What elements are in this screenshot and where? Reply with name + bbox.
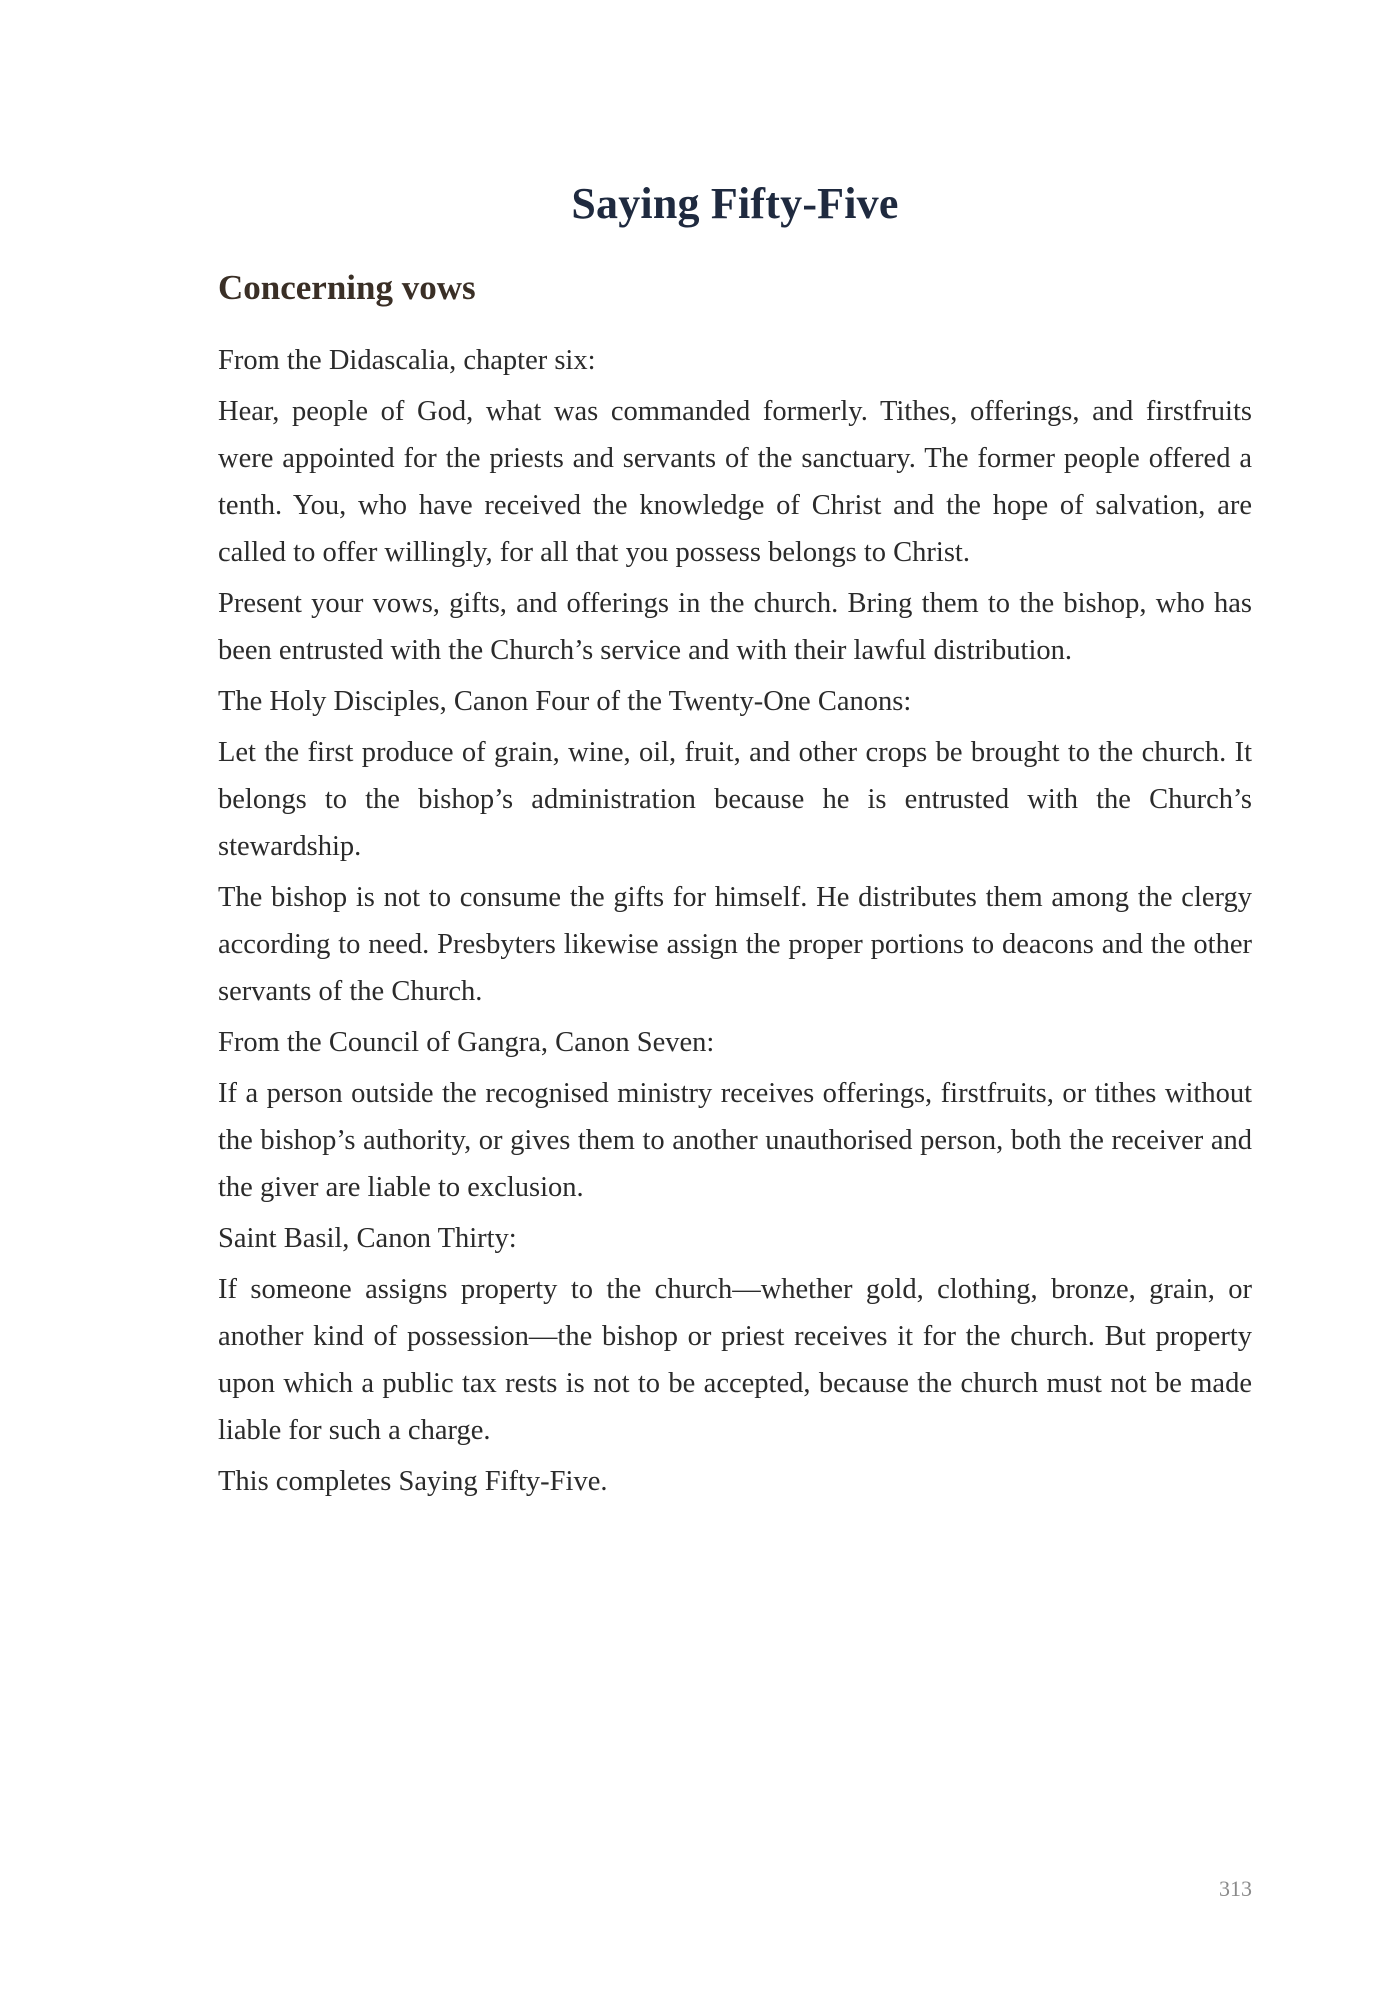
paragraph: The bishop is not to consume the gifts for himself. He distributes them among the clergy according to need. Presbyters likewise assign the proper portions to deacons and the other servants of the Church. xyxy=(218,882,1252,1007)
paragraph-closing: This completes Saying Fifty-Five. xyxy=(218,1466,608,1497)
paragraph: Hear, people of God, what was commanded formerly. Tithes, offerings, and firstfruits were appointed for the priests and servants of the sanctuary. The former people offered a tenth. You, who have received the knowledge of Christ and the hope of salvation, are called to offer willingly, for all that you possess belongs to Christ. xyxy=(218,396,1252,568)
paragraph: Present your vows, gifts, and offerings in the church. Bring them to the bishop, who has been entrusted with the Church’s service and with their lawful distribution. xyxy=(218,588,1252,666)
paragraph-source-basil: Saint Basil, Canon Thirty: xyxy=(218,1223,517,1254)
paragraph: Let the first produce of grain, wine, oil, fruit, and other crops be brought to the church. It belongs to the bishop’s administration because he is entrusted with the Church’s stewardship. xyxy=(218,737,1252,862)
paragraph-source-gangra: From the Council of Gangra, Canon Seven: xyxy=(218,1027,715,1058)
page-title: Saying Fifty-Five xyxy=(571,179,899,228)
section-subtitle: Concerning vows xyxy=(218,268,476,307)
paragraph-source-holy-disciples: The Holy Disciples, Canon Four of the Twenty-One Canons: xyxy=(218,686,912,717)
paragraph-source-didascalia: From the Didascalia, chapter six: xyxy=(218,345,596,376)
paragraph: If a person outside the recognised ministry receives offerings, firstfruits, or tithes without the bishop’s authority, or gives them to another unauthorised person, both the receiver and the giver are liable to exclusion. xyxy=(218,1078,1252,1203)
page-number: 313 xyxy=(1219,1876,1252,1901)
body-text xyxy=(218,337,1252,1509)
paragraph: If someone assigns property to the church—whether gold, clothing, bronze, grain, or another kind of possession—the bishop or priest receives it for the church. But property upon which a public tax rests is not to be accepted, because the church must not be made liable for such a charge. xyxy=(218,1274,1252,1446)
